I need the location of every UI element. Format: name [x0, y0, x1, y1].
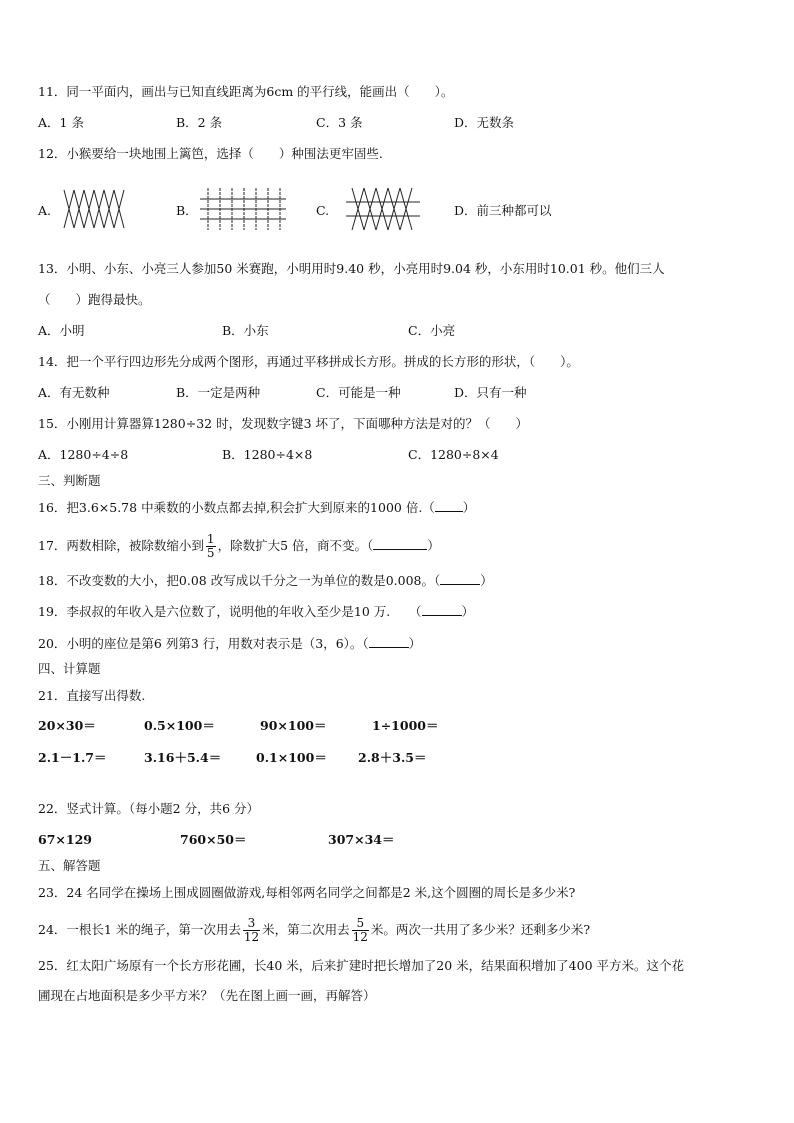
- q11-option-a[interactable]: A．1 条: [38, 115, 84, 130]
- q14-option-b[interactable]: B．一定是两种: [176, 385, 261, 400]
- q17-fraction: [206, 533, 216, 560]
- question-19: [38, 603, 474, 620]
- q15-option-c[interactable]: C．1280÷8×4: [408, 447, 499, 462]
- q18-answer-blank[interactable]: [440, 572, 480, 585]
- q24-fraction-2-denominator: 12: [352, 930, 368, 944]
- q22-item: 67×129: [38, 832, 92, 847]
- fence-diagonal-image: [62, 188, 126, 230]
- question-17: [38, 533, 440, 560]
- q21-item: 3.16＋5.4＝: [144, 750, 222, 765]
- q20-text: 20．小明的座位是第6 列第3 行，用数对表示是（3，6）。（: [38, 636, 369, 651]
- q17-fraction-denominator: 5: [206, 546, 215, 560]
- question-18: [38, 572, 493, 589]
- section-4-heading: 四、计算题: [38, 661, 101, 676]
- fence-crossed-image: [346, 186, 420, 232]
- q12-option-d[interactable]: D．前三种都可以: [454, 203, 552, 218]
- q21-item: 20×30＝: [38, 718, 96, 733]
- q18-text: 18．不改变数的大小，把0.08 改写成以千分之一为单位的数是0.008。（: [38, 573, 441, 588]
- question-23: 23．24 名同学在操场上围成圆圈做游戏,每相邻两名同学之间都是2 米,这个圆圈的周长是多少米?: [38, 885, 576, 900]
- q19-text: 19．李叔叔的年收入是六位数了，说明他的年收入至少是10 万. （: [38, 604, 422, 619]
- question-13-line2: （ ）跑得最快。: [38, 292, 151, 307]
- q17-text-before: 17．两数相除，被除数缩小到: [38, 538, 204, 553]
- question-12: 12．小猴要给一块地围上篱笆，选择（ ）种围法更牢固些.: [38, 146, 383, 161]
- q12-option-c[interactable]: C.: [316, 203, 330, 218]
- q22-item: 307×34＝: [328, 832, 395, 847]
- q21-item: 2.8＋3.5＝: [358, 750, 427, 765]
- q21-item: 0.1×100＝: [256, 750, 327, 765]
- question-11: 11．同一平面内，画出与已知直线距离为6cm 的平行线，能画出（ ）。: [38, 84, 454, 99]
- q15-option-b[interactable]: B．1280÷4×8: [222, 447, 313, 462]
- q21-item: 2.1－1.7＝: [38, 750, 107, 765]
- q17-end: ）: [427, 538, 440, 553]
- q12-option-b[interactable]: B．: [176, 203, 198, 218]
- question-22: 22．竖式计算。（每小题2 分，共6 分）: [38, 801, 260, 816]
- q16-text: 16．把3.6×5.78 中乘数的小数点都去掉,积会扩大到原来的1000 倍.（: [38, 500, 435, 515]
- q16-end: ）: [462, 500, 476, 515]
- q20-answer-blank[interactable]: [369, 635, 409, 648]
- q16-answer-blank[interactable]: [435, 499, 463, 512]
- question-21: 21．直接写出得数.: [38, 688, 146, 703]
- q24-fraction-1-numerator: 3: [243, 917, 260, 931]
- q24-fraction-1-denominator: 12: [243, 930, 260, 944]
- q14-option-a[interactable]: A．有无数种: [38, 385, 110, 400]
- q24-text-1: 24．一根长1 米的绳子，第一次用去: [38, 922, 241, 937]
- question-14: 14．把一个平行四边形先分成两个图形，再通过平移拼成长方形。拼成的长方形的形状，（ ）。: [38, 354, 579, 369]
- fence-grid-image: [200, 186, 286, 232]
- q11-option-c[interactable]: C．3 条: [316, 115, 363, 130]
- question-24: [38, 917, 590, 944]
- q21-item: 90×100＝: [260, 718, 327, 733]
- q14-option-d[interactable]: D．只有一种: [454, 385, 527, 400]
- q21-item: 1÷1000＝: [372, 718, 439, 733]
- q19-end: ）: [461, 604, 475, 619]
- section-3-heading: 三、判断题: [38, 473, 101, 488]
- q21-item: 0.5×100＝: [144, 718, 215, 733]
- q15-option-a[interactable]: A．1280÷4÷8: [38, 447, 129, 462]
- q24-fraction-2: [352, 917, 369, 944]
- question-20: [38, 635, 421, 652]
- q13-option-c[interactable]: C．小亮: [408, 323, 456, 338]
- q13-option-b[interactable]: B．小东: [222, 323, 269, 338]
- q19-answer-blank[interactable]: [422, 603, 462, 616]
- question-25-line1: 25．红太阳广场原有一个长方形花圃，长40 米，后来扩建时把长增加了20 米，结果面积增加了400 平方米。这个花: [38, 958, 684, 973]
- q24-fraction-1: [243, 917, 260, 944]
- q17-text-after: ，除数扩大5 倍，商不变。（: [217, 538, 374, 553]
- section-5-heading: 五、解答题: [38, 858, 101, 873]
- question-25-line2: 圃现在占地面积是多少平方米？（先在图上画一画，再解答）: [38, 988, 376, 1003]
- q17-answer-blank[interactable]: [373, 537, 427, 550]
- q13-option-a[interactable]: A．小明: [38, 323, 85, 338]
- question-16: [38, 499, 475, 516]
- q18-end: ）: [480, 573, 493, 588]
- q24-text-2: 米，第二次用去: [262, 922, 350, 937]
- q12-option-a[interactable]: A.: [38, 203, 52, 218]
- question-15: 15．小刚用计算器算1280÷32 时，发现数字键3 坏了，下面哪种方法是对的？（ ）: [38, 416, 528, 431]
- q14-option-c[interactable]: C．可能是一种: [316, 385, 401, 400]
- q24-fraction-2-numerator: 5: [352, 917, 369, 931]
- q11-option-d[interactable]: D．无数条: [454, 115, 515, 130]
- q11-option-b[interactable]: B．2 条: [176, 115, 223, 130]
- question-13-line1: 13．小明、小东、小亮三人参加50 米赛跑，小明用时9.40 秒，小亮用时9.04 秒，小东用时10.01 秒。他们三人: [38, 261, 665, 276]
- q24-text-3: 米。两次一共用了多少米？还剩多少米?: [370, 922, 591, 937]
- q22-item: 760×50＝: [180, 832, 247, 847]
- q17-fraction-numerator: 1: [206, 532, 215, 546]
- q20-end: ）: [408, 636, 422, 651]
